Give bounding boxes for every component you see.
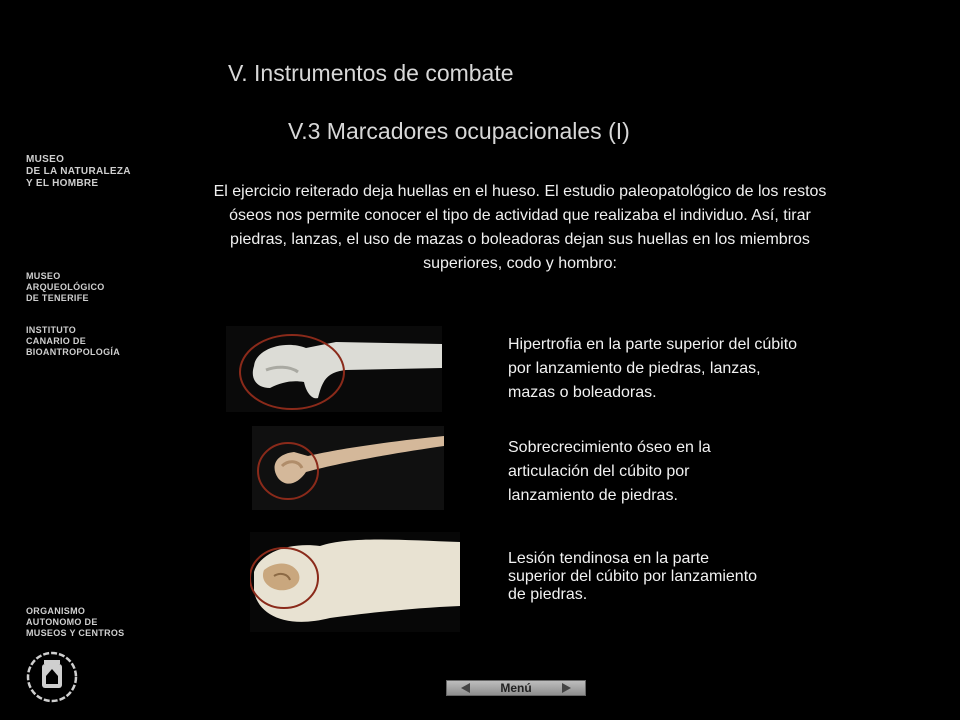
section-subtitle: V.3 Marcadores ocupacionales (I) (288, 118, 630, 144)
caption-hypertrophy: Hipertrofia en la parte superior del cúbito por lanzamiento de piedras, lanzas, mazas o boleadoras. (508, 336, 798, 401)
logo-line: AUTONOMO DE (26, 617, 98, 627)
cabildo-crest-icon (26, 650, 78, 704)
logo-line: DE LA NATURALEZA (26, 166, 131, 177)
page-title: V. Instrumentos de combate (228, 60, 514, 86)
caption-overgrowth: Sobrecrecimiento óseo en la articulación del cúbito por lanzamiento de piedras. (508, 439, 711, 504)
ulna-tendon-lesion-image (250, 532, 460, 632)
logo-line: MUSEO (26, 154, 65, 165)
logo-line: ORGANISMO (26, 606, 86, 616)
logo-instituto-bioantropologia (26, 325, 120, 358)
logo-line: BIOANTROPOLOGÍA (26, 347, 120, 357)
intro-text: El ejercicio reiterado deja huellas en el hueso. El estudio paleopatológico de los restos óseos nos permite conocer el tipo de actividad que realizaba el individuo. Así, tirar piedras, lanzas, el uso de mazas o boleadoras dejan sus huellas en los miembros superiores, codo y hombro: (213, 183, 827, 272)
logo-museo-arqueologico (26, 271, 105, 304)
logo-line: DE TENERIFE (26, 293, 89, 303)
logo-organismo-autonomo (26, 606, 125, 639)
caption-tendon-lesion: Lesión tendinosa en la parte superior del cúbito por lanzamiento de piedras. (508, 550, 758, 603)
logo-line: Y EL HOMBRE (26, 178, 99, 189)
logo-line: ARQUEOLÓGICO (26, 282, 105, 292)
ulna-overgrowth-image (252, 426, 444, 510)
logo-line: MUSEO (26, 271, 61, 281)
logo-line: CANARIO DE (26, 336, 87, 346)
ulna-hypertrophy-image (226, 326, 442, 412)
logo-museo-naturaleza (26, 154, 131, 190)
menu-nav-bar (446, 680, 586, 696)
logo-line: MUSEOS Y CENTROS (26, 628, 125, 638)
next-arrow-icon[interactable] (562, 683, 571, 693)
logo-line: INSTITUTO (26, 325, 77, 335)
menu-button[interactable]: Menú (500, 681, 532, 695)
